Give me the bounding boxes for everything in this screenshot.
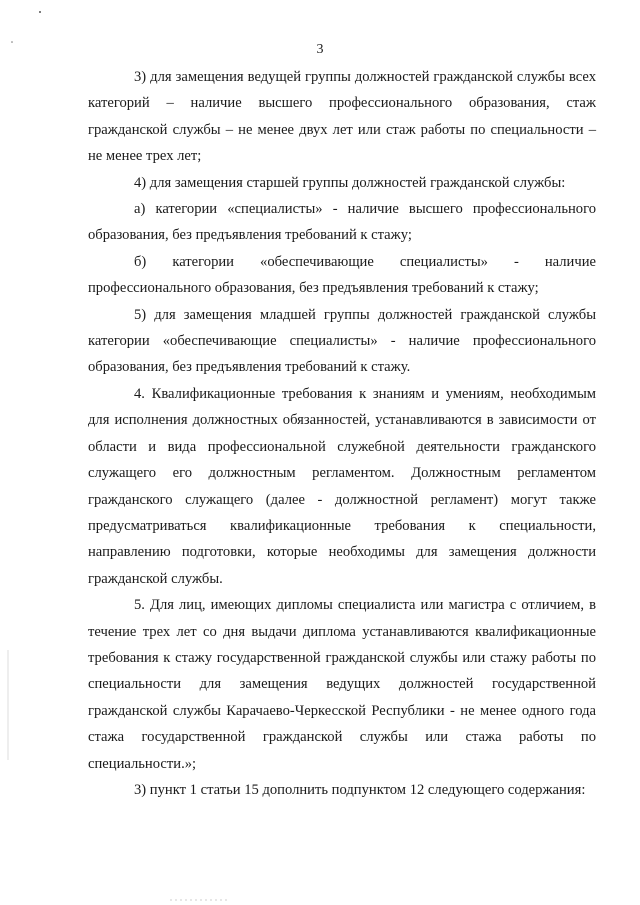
paragraph-section-4-qualifications: 4. Квалификационные требования к знаниям и умениям, необходимым для исполнения должностных обязанностей, устанавливаются в зависимости от области и вида профессиональной служебной деятельности гражданского служащего его должностным регламентом. Должностным регламентом гражданского служащего (далее - должностной регламент) могут также предусматриваться квалификационные требования к специальности, направлению подготовки, которые необходимы для замещения должности гражданской службы. — [88, 385, 596, 587]
page-number: 3 — [316, 42, 324, 57]
paragraph-subitem-a: а) категории «специалисты» - наличие высшего профессионального образования, без предъявления требований к стажу; — [88, 201, 596, 244]
paragraph-item-3-leading: 3) для замещения ведущей группы должностей гражданской службы всех категорий – наличие высшего профессионального образования, стаж гражданской службы – не менее двух лет или стаж работы по специальности – не менее трех лет; — [88, 69, 596, 165]
paragraph-item-5-junior: 5) для замещения младшей группы должностей гражданской службы категории «обеспечивающие специалисты» - наличие профессионального образования, без предъявления требований к стажу. — [88, 306, 596, 376]
paragraph-section-5-diplomas: 5. Для лиц, имеющих дипломы специалиста или магистра с отличием, в течение трех лет со дня выдачи диплома устанавливаются квалификационные требования к стажу государственной гражданской службы или стажу работы по специальности для замещения ведущих должностей государственной гражданской службы Карачаево-Черкесской Республики - не менее одного года стажа государственной гражданской службы или стажа работы по специальности.»; — [88, 597, 596, 772]
paragraph-item-4-senior: 4) для замещения старшей группы должностей гражданской службы: — [134, 174, 566, 191]
paragraph-item-3-article-15: 3) пункт 1 статьи 15 дополнить подпунктом 12 следующего содержания: — [134, 781, 586, 798]
paragraph-subitem-b: б) категории «обеспечивающие специалисты» - наличие профессионального образования, без предъявления требований к стажу; — [88, 253, 596, 297]
document-body — [88, 64, 596, 803]
